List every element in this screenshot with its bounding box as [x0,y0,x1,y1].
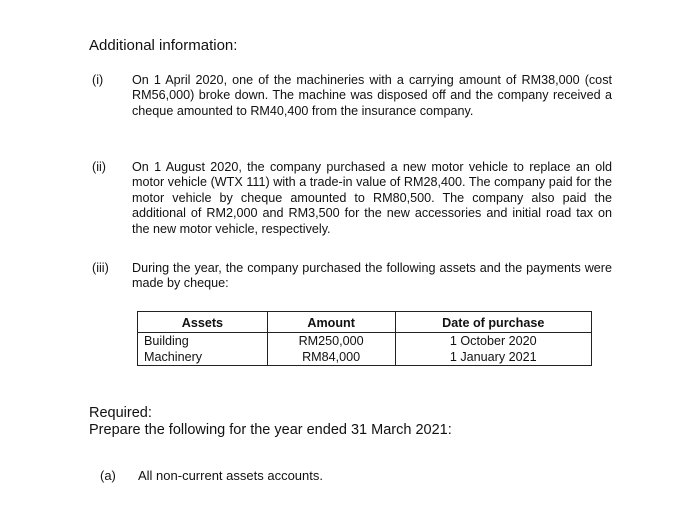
asset-name: Building [138,333,268,350]
info-item-1 [92,73,612,119]
header-assets: Assets [138,312,268,333]
info-item-2 [92,160,612,237]
assets-table [137,311,592,366]
required-text: Prepare the following for the year ended 31 March 2021: [89,422,452,438]
asset-name: Machinery [138,349,268,366]
item-text: During the year, the company purchased the following assets and the payments were made by cheque: [132,261,612,291]
item-text: On 1 April 2020, one of the machineries with a carrying amount of RM38,000 (cost RM56,000) broke down. The machine was disposed off and the company received a cheque amounted to RM40,400 from the insurance company. [132,73,612,118]
table-row [138,349,592,366]
header-date: Date of purchase [395,312,591,333]
item-text: On 1 August 2020, the company purchased a new motor vehicle to replace an old motor vehicle (WTX 111) with a trade-in value of RM28,400. The company paid for the motor vehicle by cheque amounted to RM80,500. The company also paid the additional of RM2,000 and RM3,500 for the new accessories and initial road tax on the new motor vehicle, respectively. [132,160,612,236]
required-label: Required: [89,405,152,421]
required-section [89,405,452,439]
asset-date: 1 October 2020 [395,333,591,350]
asset-amount: RM250,000 [267,333,395,350]
part-label: (a) [100,468,116,483]
section-heading: Additional information: [89,37,238,54]
item-number: (i) [92,73,104,87]
header-amount: Amount [267,312,395,333]
table-header-row [138,312,592,333]
table-row [138,333,592,350]
info-item-3 [92,261,612,292]
asset-date: 1 January 2021 [395,349,591,366]
part-a [100,468,323,483]
part-text: All non-current assets accounts. [138,468,323,483]
item-number: (ii) [92,160,106,174]
item-number: (iii) [92,261,109,275]
asset-amount: RM84,000 [267,349,395,366]
